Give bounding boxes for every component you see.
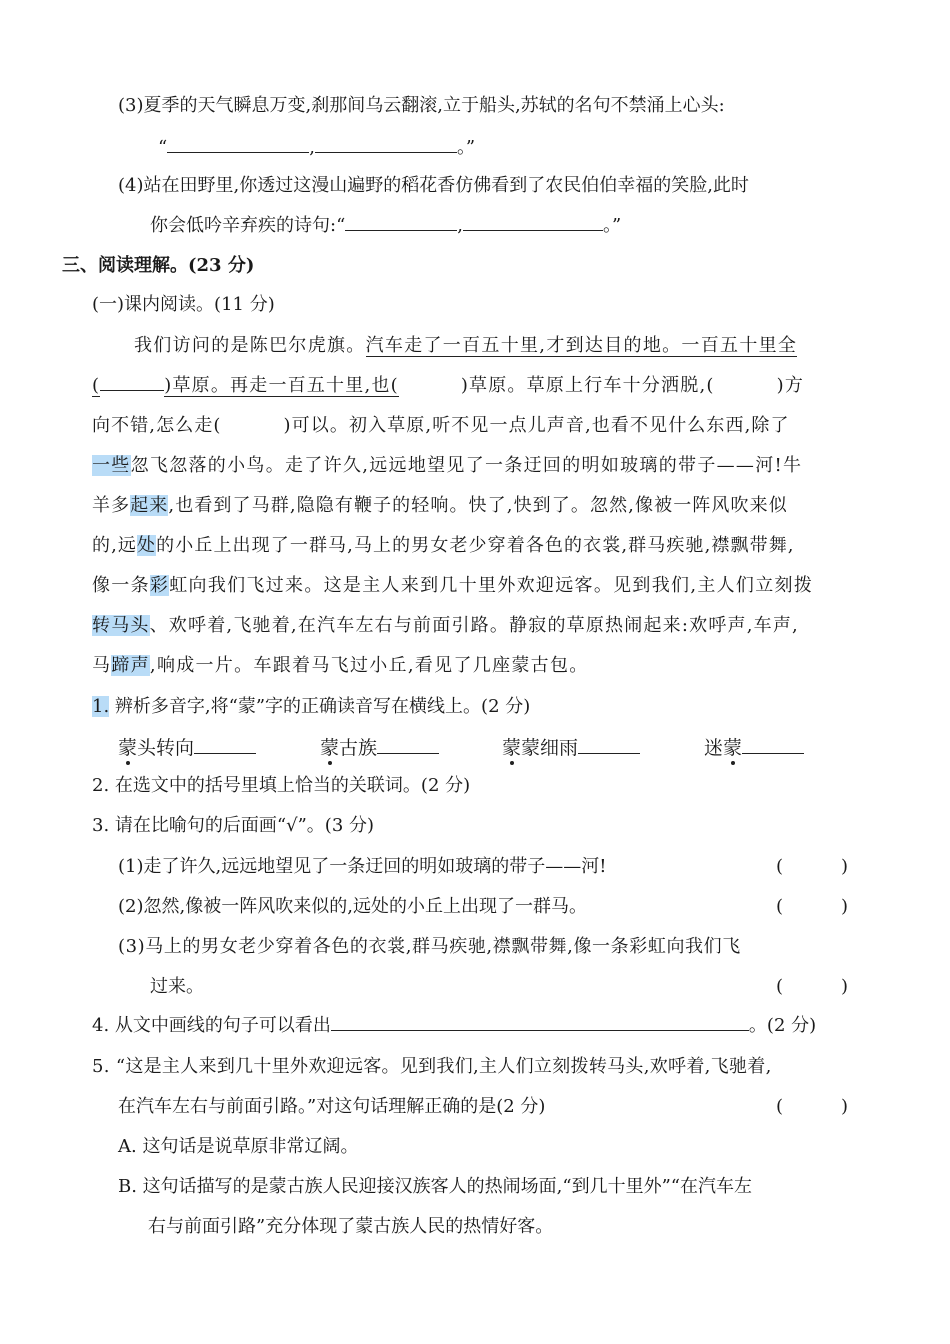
underlined-sentence: 汽车走了一百五十里,才到达目的地。一百五十里全 — [365, 335, 798, 356]
question-text: “这是主人来到几十里外欢迎远客。见到我们,主人们立刻拨转马头,欢呼着,飞驰着, — [115, 1056, 772, 1077]
question-1 — [92, 693, 530, 721]
question-text: 在选文中的括号里填上恰当的关联词。(2 分) — [114, 775, 471, 796]
poetry-q4-line2 — [150, 212, 621, 240]
poetry-q4-line1: (4)站在田野里,你透过这漫山遍野的稻花香仿佛看到了农民伯伯幸福的笑脸,此时 — [118, 175, 749, 196]
answer-paren[interactable]: ( ) — [776, 856, 849, 877]
close-quote: 。” — [603, 215, 622, 236]
answer-blank[interactable] — [315, 134, 457, 153]
q3-item-2: (2)忽然,像被一阵风吹来似的,远处的小丘上出现了一群马。 — [118, 896, 587, 917]
dotted-char: 蒙 — [118, 737, 138, 759]
question-text: 辨析多音字,将“蒙”字的正确读音写在横线上。(2 分) — [114, 696, 531, 717]
highlighted-text: 蹄声 — [111, 655, 150, 676]
question-number: 3. — [92, 815, 110, 836]
highlighted-text: 转马头 — [92, 615, 150, 636]
q1-item: 蒙蒙细雨 — [502, 734, 640, 762]
answer-blank[interactable] — [742, 735, 804, 754]
q1-item: 蒙古族 — [320, 734, 439, 762]
answer-paren[interactable]: ( ) — [776, 896, 849, 917]
highlighted-text: 彩 — [149, 575, 170, 596]
passage-line: ( )草原。再走一百五十里,也( )草原。草原上行车十分洒脱,( )方 — [92, 375, 805, 396]
poetry-q4-prompt: 你会低吟辛弃疾的诗句:“ — [150, 215, 346, 236]
question-number: 1. — [92, 696, 110, 717]
question-5-line2: 在汽车左右与前面引路。”对这句话理解正确的是(2 分) — [118, 1096, 546, 1117]
question-5 — [92, 1053, 772, 1081]
passage-line: 一些忽飞忽落的小鸟。走了许久,远远地望见了一条迂回的明如玻璃的带子——河!牛 — [92, 455, 803, 476]
open-quote: “ — [158, 137, 168, 158]
blank-paren[interactable] — [100, 390, 164, 391]
answer-blank[interactable] — [167, 134, 309, 153]
section-heading: 三、阅读理解。(23 分) — [62, 255, 255, 276]
passage-line: 转马头、欢呼着,飞驰着,在汽车左右与前面引路。静寂的草原热闹起来:欢呼声,车声, — [92, 615, 799, 636]
highlighted-text: 处 — [137, 535, 157, 556]
highlighted-text: 起来 — [130, 495, 169, 516]
q1-item: 迷蒙 — [704, 734, 804, 762]
answer-paren[interactable]: ( ) — [776, 976, 849, 997]
q3-item-3: (3)马上的男女老少穿着各色的衣裳,群马疾驰,襟飘带舞,像一条彩虹向我们飞 — [118, 936, 741, 957]
comma: , — [309, 137, 315, 158]
comma: , — [457, 215, 463, 236]
q3-item-3-cont: 过来。 — [150, 976, 204, 997]
question-text: 从文中画线的句子可以看出 — [114, 1015, 331, 1036]
q1-item: 蒙头转向 — [118, 734, 256, 762]
dotted-char: 蒙 — [723, 737, 743, 759]
question-2 — [92, 772, 470, 800]
passage-line: 像一条彩虹向我们飞过来。这是主人来到几十里外欢迎远客。见到我们,主人们立刻拨 — [92, 575, 814, 596]
q3-item-1: (1)走了许久,远远地望见了一条迂回的明如玻璃的带子——河! — [118, 856, 607, 877]
answer-blank[interactable] — [331, 1012, 749, 1031]
question-number: 4. — [92, 1015, 110, 1036]
question-text: 请在比喻句的后面画“√”。(3 分) — [114, 815, 375, 836]
passage-line: 羊多起来,也看到了马群,隐隐有鞭子的轻响。快了,快到了。忽然,像被一阵风吹来似 — [92, 495, 788, 516]
option-b[interactable]: B. 这句话描写的是蒙古族人民迎接汉族客人的热闹场面,“到几十里外”“在汽车左 — [118, 1176, 752, 1197]
answer-blank[interactable] — [377, 735, 439, 754]
answer-paren[interactable]: ( ) — [776, 1096, 849, 1117]
answer-blank[interactable] — [345, 212, 457, 231]
answer-blank[interactable] — [194, 735, 256, 754]
question-4: 4. 从文中画线的句子可以看出 。(2 分) — [92, 1012, 816, 1040]
passage-line: 的,远处的小丘上出现了一群马,马上的男女老少穿着各色的衣裳,群马疾驰,襟飘带舞, — [92, 535, 795, 556]
answer-blank[interactable] — [463, 212, 603, 231]
question-number: 2. — [92, 775, 110, 796]
close-quote: 。” — [456, 137, 476, 158]
passage-line: 马蹄声,响成一片。车跟着马飞过小丘,看见了几座蒙古包。 — [92, 655, 589, 676]
subsection-heading: (一)课内阅读。(11 分) — [92, 294, 275, 315]
passage-line: 向不错,怎么走( )可以。初入草原,听不见一点儿声音,也看不见什么东西,除了 — [92, 415, 790, 436]
option-b-cont: 右与前面引路”充分体现了蒙古族人民的热情好客。 — [148, 1216, 554, 1237]
dotted-char: 蒙 — [502, 737, 522, 759]
answer-blank[interactable] — [578, 735, 640, 754]
option-a[interactable]: A. 这句话是说草原非常辽阔。 — [118, 1136, 359, 1157]
poetry-q3-answer-line — [158, 134, 475, 162]
question-3 — [92, 812, 374, 840]
dotted-char: 蒙 — [320, 737, 340, 759]
highlighted-text: 一些 — [92, 455, 131, 476]
poetry-q3-line1: (3)夏季的天气瞬息万变,刹那间乌云翻滚,立于船头,苏轼的名句不禁涌上心头: — [118, 95, 725, 116]
passage-line: 我们访问的是陈巴尔虎旗。汽车走了一百五十里,才到达目的地。一百五十里全 — [134, 335, 798, 356]
question-number: 5. — [92, 1056, 110, 1077]
